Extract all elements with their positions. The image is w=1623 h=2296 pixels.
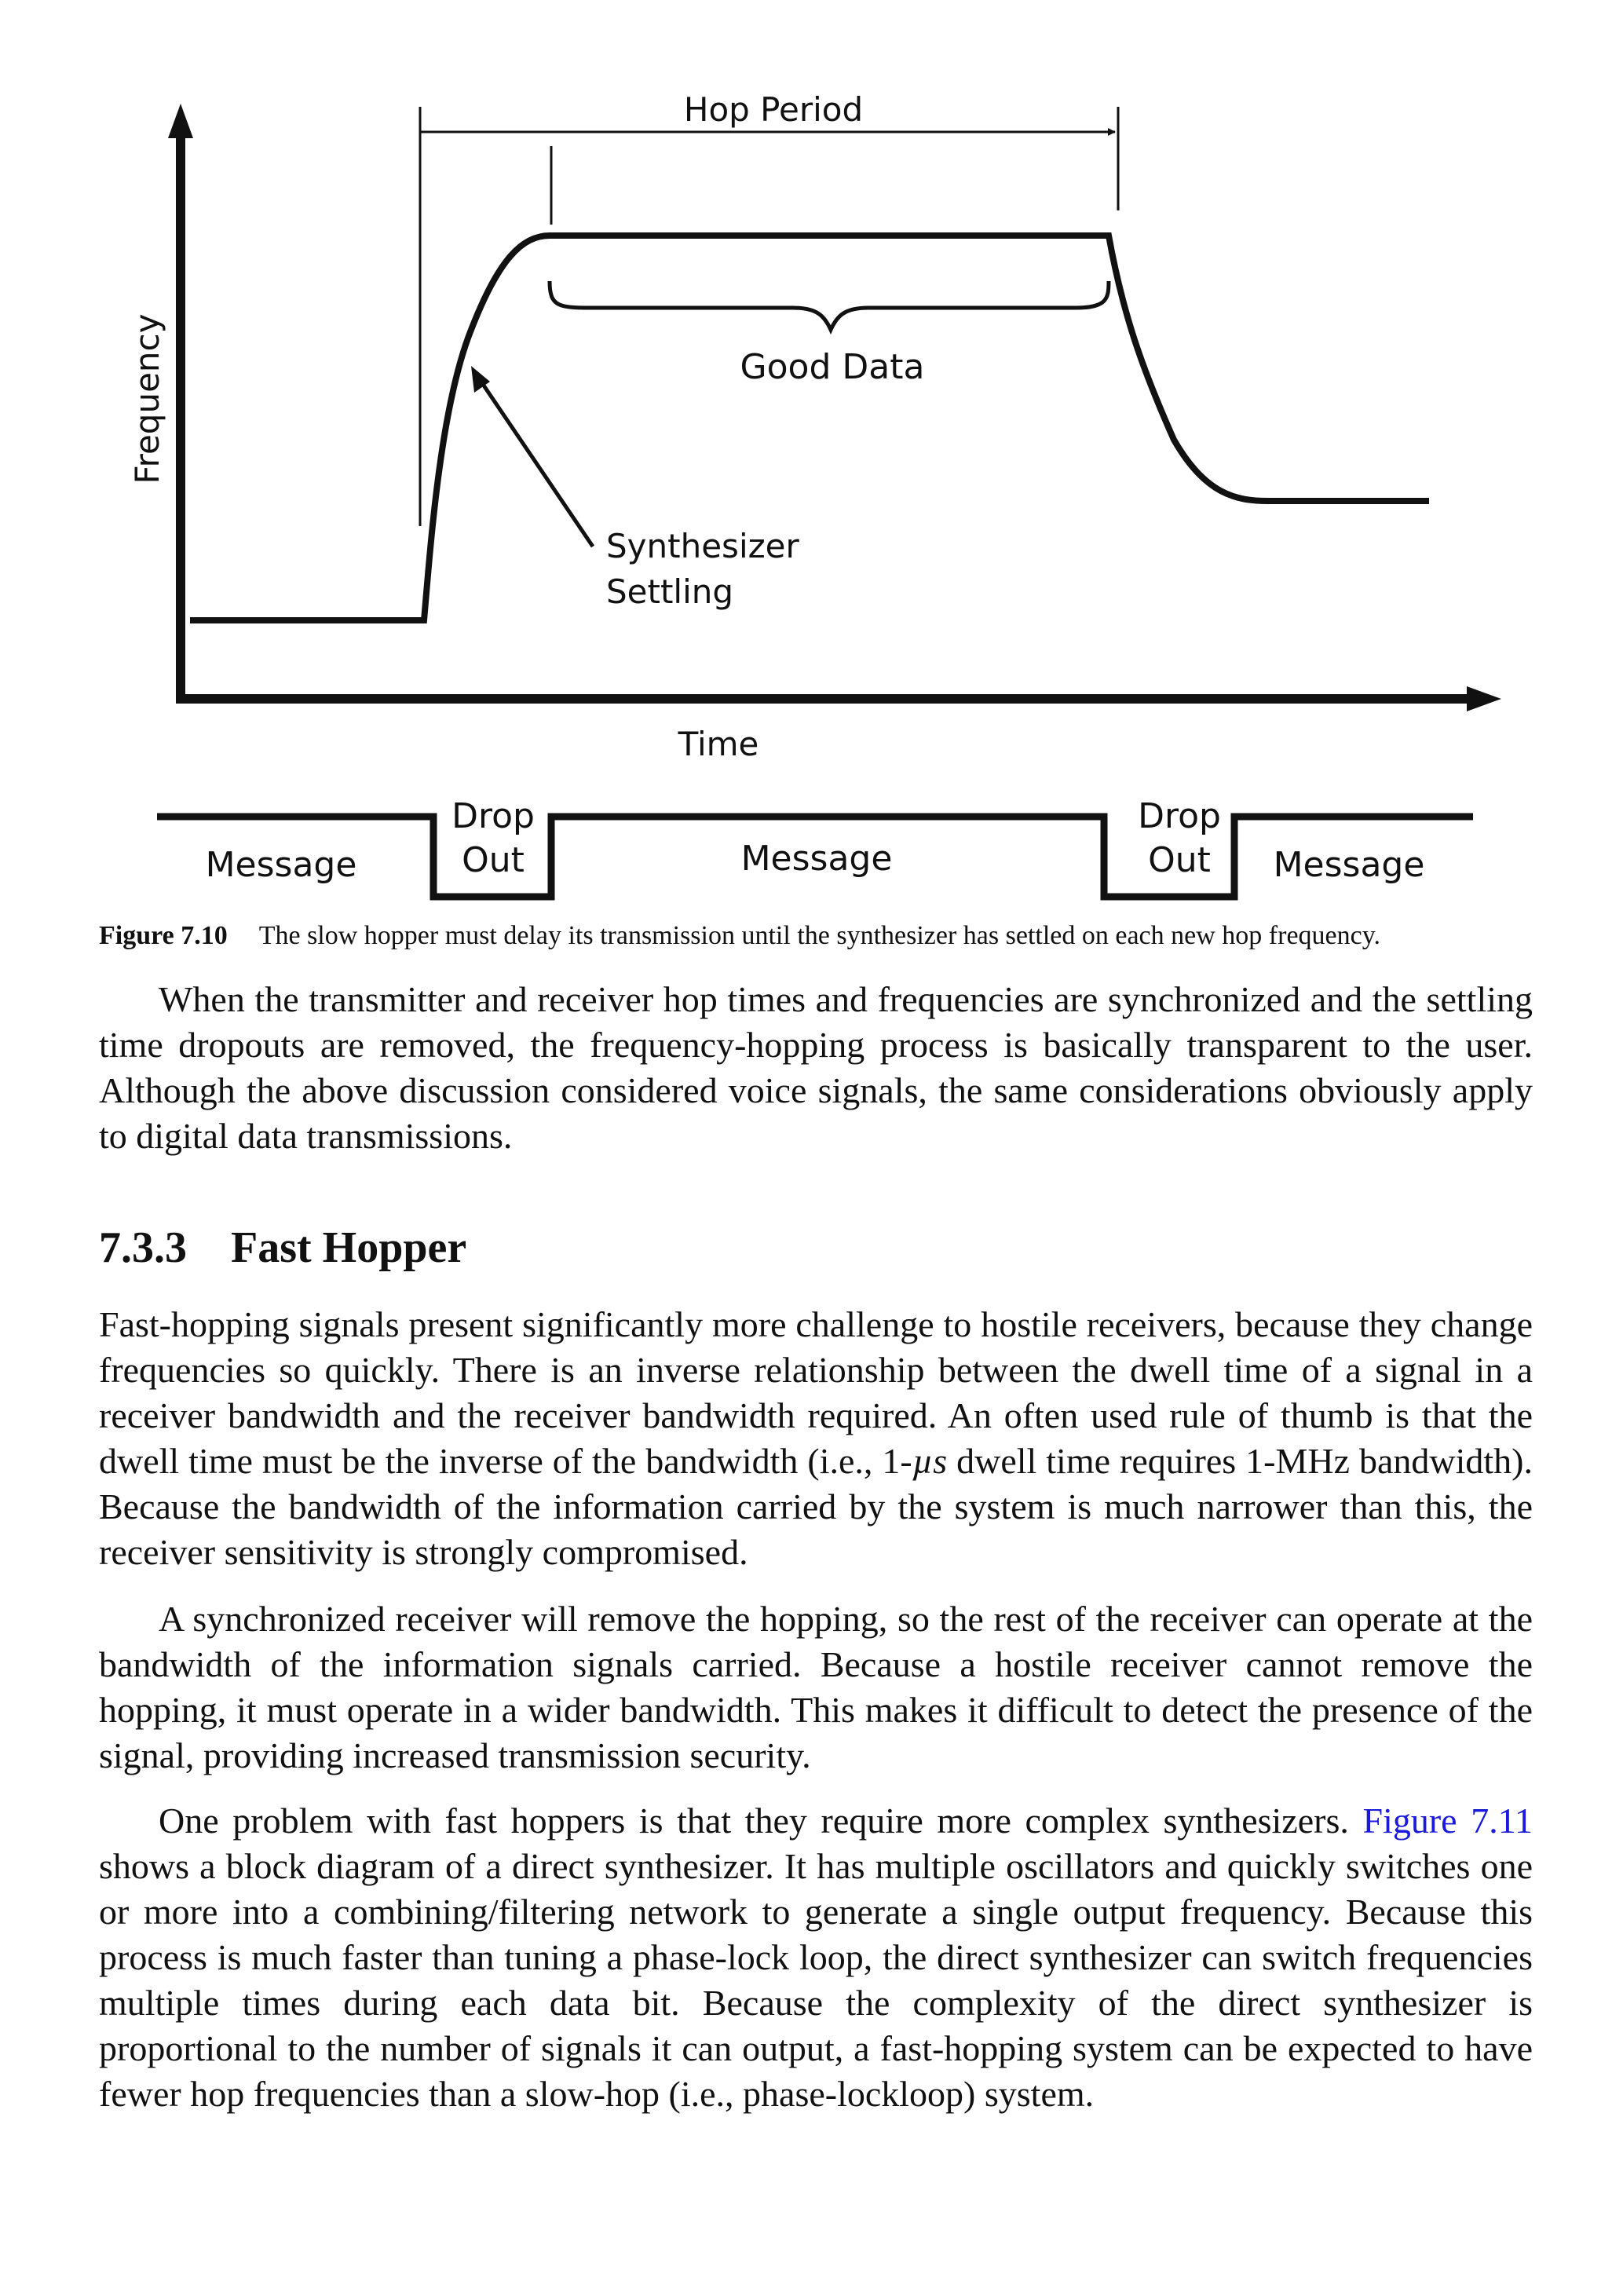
message-label-1: Message — [205, 845, 357, 885]
drop-out-label-1-line1: Drop — [451, 796, 535, 836]
frequency-curve — [190, 236, 1429, 620]
settling-pointer — [479, 378, 593, 547]
drop-out-label-1-line2: Out — [462, 840, 525, 880]
paragraph-synchronized-receiver: A synchronized receiver will remove the hopping, so the rest of the receiver can operate at the bandwidth of the information signals carried. Because a hostile receiver cannot remove the hopping, it must operate in a wider bandwidth. This makes it difficult to detect the presence of the signal, providing increased transmission security. — [99, 1599, 1533, 1775]
x-axis-label: Time — [678, 725, 759, 763]
message-label-2: Message — [740, 839, 893, 879]
drop-out-label-2-line1: Drop — [1138, 796, 1221, 836]
figure-7-11-link[interactable]: Figure 7.11 — [1362, 1801, 1533, 1841]
paragraph-fast-hopping-part2: dwell time requires 1-MHz bandwidth). Because the bandwidth of the information carried by the system is much narrower than this, the receiver sensitivity is strongly compromised. — [99, 1441, 1533, 1572]
figure-caption-number: Figure 7.10 — [99, 921, 228, 950]
paragraph-fast-hopping — [99, 1302, 1533, 1575]
settling-label: Settling — [606, 572, 734, 611]
figure-caption — [99, 917, 1536, 955]
paragraph-direct-synthesizer-part2: shows a block diagram of a direct synthesizer. It has multiple oscillators and quickly switches one or more into a combining/filtering network to generate a single output frequency. Because this process is much faster than tuning a phase-lock loop, the direct synthesizer can switch frequencies multiple times during each data bit. Because the complexity of the direct synthesizer is proportional to the number of signals it can output, a fast-hopping system can be expected to have fewer hop frequencies than a slow-hop (i.e., phase-lockloop) system. — [99, 1846, 1533, 2114]
hop-period-label: Hop Period — [683, 90, 864, 129]
figure-caption-text: The slow hopper must delay its transmission until the synthesizer has settled on each new hop frequency. — [258, 921, 1381, 950]
good-data-label: Good Data — [740, 347, 925, 387]
drop-out-label-2-line2: Out — [1148, 840, 1211, 880]
good-data-brace — [550, 281, 1109, 330]
y-axis-arrowhead — [168, 104, 193, 138]
paragraph-direct-synthesizer — [99, 1798, 1533, 2117]
frequency-hop-figure — [0, 0, 1623, 911]
paragraph-direct-synthesizer-part1: One problem with fast hoppers is that they require more complex synthesizers. — [159, 1801, 1363, 1841]
microsecond-unit: µs — [912, 1441, 948, 1481]
section-title: Fast Hopper — [231, 1223, 467, 1272]
paragraph-transparency: When the transmitter and receiver hop times and frequencies are synchronized and the settling time dropouts are removed, the frequency-hopping process is basically transparent to the user. Although the above discussion considered voice signals, the same considerations obviously apply to digital data transmissions. — [99, 979, 1533, 1156]
section-heading — [99, 1220, 466, 1275]
y-axis-label: Frequency — [128, 313, 166, 484]
x-axis-arrowhead — [1467, 686, 1501, 711]
section-number: 7.3.3 — [99, 1223, 187, 1272]
message-label-3: Message — [1273, 845, 1425, 885]
synthesizer-label: Synthesizer — [606, 527, 799, 565]
paragraph-fast-hopping-part1: Fast-hopping signals present significantly more challenge to hostile receivers, because they change frequencies so quickly. There is an inverse relationship between the dwell time of a signal in a receiver bandwidth and the receiver bandwidth required. An often used rule of thumb is that the dwell time must be the inverse of the bandwidth (i.e., 1- — [99, 1304, 1533, 1481]
